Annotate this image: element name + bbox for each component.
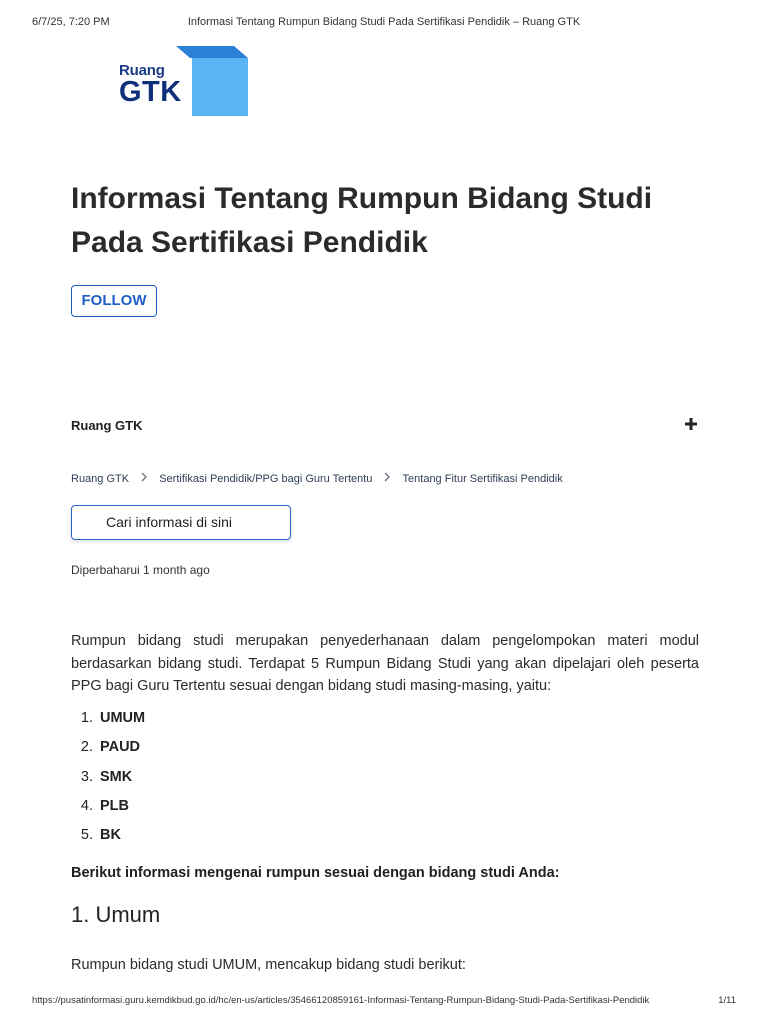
list-item-name: BK: [100, 827, 121, 844]
chevron-right-icon: [140, 472, 148, 482]
chevron-right-icon: [383, 472, 391, 482]
logo-text-gtk: GTK: [119, 76, 182, 108]
section-header: [71, 416, 699, 436]
rumpun-subheading: Berikut informasi mengenai rumpun sesuai dengan bidang studi Anda:: [71, 865, 560, 881]
breadcrumb-item-ruang-gtk[interactable]: Ruang GTK: [71, 473, 130, 486]
search-input[interactable]: [106, 506, 296, 537]
print-doc-title: Informasi Tentang Rumpun Bidang Studi Pada Sertifikasi Pendidik – Ruang GTK: [187, 16, 581, 28]
list-item-number: 4.: [80, 797, 93, 814]
page-title: Informasi Tentang Rumpun Bidang Studi Pada Sertifikasi Pendidik: [71, 182, 653, 259]
list-item-name: UMUM: [100, 710, 146, 726]
list-item: [71, 769, 371, 798]
list-item-name: SMK: [100, 768, 133, 785]
section-heading-umum: 1. Umum: [71, 902, 161, 927]
logo-box-icon: [176, 46, 248, 116]
ruang-gtk-logo[interactable]: [119, 46, 249, 116]
article-intro: Rumpun bidang studi merupakan penyederhanaan dalam pengelompokan materi modul berdasarkan bidang studi. Terdapat 5 Rumpun Bidang Studi yang akan dipelajari oleh peserta PPG bagi Guru Tertentu sesuai dengan bidang studi masing-masing, yaitu:: [71, 633, 699, 694]
updated-timestamp: Diperbaharui 1 month ago: [71, 563, 210, 577]
list-item-number: 1.: [80, 710, 93, 726]
breadcrumb-item-sertifikasi[interactable]: Sertifikasi Pendidik/PPG bagi Guru Tertentu: [159, 473, 373, 486]
rumpun-list: [71, 710, 371, 856]
list-item-name: PLB: [100, 797, 129, 814]
list-item-number: 2.: [80, 739, 93, 756]
list-item: [71, 710, 371, 739]
breadcrumb-item-tentang-fitur[interactable]: Tentang Fitur Sertifikasi Pendidik: [402, 473, 563, 486]
follow-button[interactable]: FOLLOW: [71, 285, 157, 317]
print-footer: [32, 995, 736, 1009]
logo-text-ruang: Ruang: [119, 62, 165, 79]
search-box: [71, 505, 291, 540]
breadcrumb: [71, 472, 563, 485]
list-item-name: PAUD: [100, 739, 141, 756]
print-page-number: 1/11: [718, 995, 736, 1006]
print-url: https://pusatinformasi.guru.kemdikbud.go.id/hc/en-us/articles/35466120859161-Informasi-Tentang-Rumpun-Bidang-Studi-Pada-Sertifikasi-Pendidik: [32, 995, 650, 1006]
print-date: 6/7/25, 7:20 PM: [32, 16, 110, 28]
list-item: [71, 798, 371, 827]
section-name: Ruang GTK: [71, 418, 143, 433]
list-item: [71, 739, 371, 768]
plus-icon[interactable]: [683, 416, 699, 432]
print-header: [32, 16, 736, 30]
list-item-number: 5.: [80, 827, 93, 844]
section-umum-description: Rumpun bidang studi UMUM, mencakup bidang studi berikut:: [71, 957, 466, 973]
list-item-number: 3.: [80, 768, 93, 785]
list-item: [71, 827, 371, 856]
